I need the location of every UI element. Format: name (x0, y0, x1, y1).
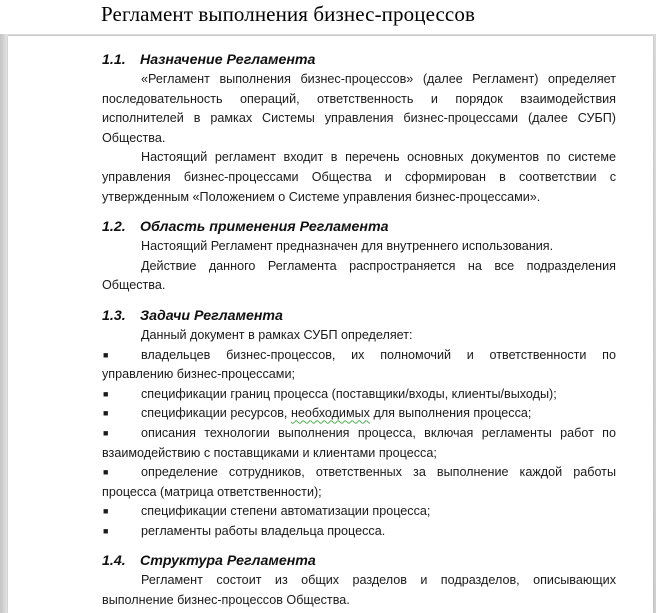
paragraph: Действие данного Регламента распространяется на все подразделения Общества. (102, 258, 616, 293)
section-structure (102, 551, 616, 610)
document-page (8, 36, 653, 613)
list-item (102, 404, 616, 424)
bullet-icon: ■ (103, 506, 109, 517)
section-heading (102, 551, 616, 571)
section-title: Область применения Регламента (140, 219, 389, 236)
section-heading (102, 306, 616, 326)
section-number: 1.1. (102, 52, 126, 68)
list-item (102, 346, 616, 385)
list-item-text: определение сотрудников, ответственных за выполнение каждой работы процесса (матрица ответственности); (102, 465, 616, 499)
paragraph: Данный документ в рамках СУБП определяет: (141, 327, 413, 342)
paragraph: Настоящий Регламент предназначен для внутреннего использования. (141, 239, 554, 254)
paragraph: «Регламент выполнения бизнес-процессов» (далее Регламент) определяет последовательность операций, ответственность и порядок взаимодействия исполнителей в рамках Системы управления бизнес-процессами (далее СУБП) Общества. (102, 72, 616, 145)
paragraph: Настоящий регламент входит в перечень основных документов по системе управления бизнес-процессами Общества и сформирован в соответствии с утвержденным «Положением о Системе управления бизнес-процессами». (102, 150, 616, 204)
paragraph: Регламент состоит из общих разделов и подразделов, описывающих выполнение бизнес-процессов Общества. (102, 573, 616, 608)
section-heading (102, 50, 616, 70)
bullet-icon: ■ (103, 427, 109, 438)
page-shadow (0, 34, 8, 613)
list-item-text: спецификации ресурсов, необходимых для выполнения процесса; (141, 406, 532, 421)
list-item-text: спецификации границ процесса (поставщики/входы, клиенты/выходы); (141, 386, 557, 401)
bullet-icon: ■ (103, 408, 109, 419)
section-heading (102, 217, 616, 237)
section-scope (102, 217, 616, 296)
list-item (102, 502, 616, 522)
spellcheck-underline[interactable]: необходимых (290, 406, 370, 421)
list-item (102, 385, 616, 405)
section-purpose (102, 50, 616, 207)
section-tasks (102, 306, 616, 542)
document-body (102, 50, 616, 611)
list-item-text: спецификации степени автоматизации процесса; (141, 504, 431, 519)
list-item (102, 522, 616, 542)
section-number: 1.3. (102, 307, 126, 324)
section-number: 1.2. (102, 219, 126, 236)
list-item-text: описания технологии выполнения процесса, включая регламенты работ по взаимодействию с поставщиками и клиентами процесса; (102, 425, 616, 460)
bullet-icon: ■ (103, 525, 109, 536)
section-title: Назначение Регламента (140, 52, 316, 68)
list-item-text: регламенты работы владельца процесса. (141, 523, 386, 538)
bullet-icon: ■ (103, 388, 109, 399)
list-item (102, 424, 616, 463)
section-number: 1.4. (102, 553, 126, 570)
section-title: Структура Регламента (140, 553, 316, 570)
section-title: Задачи Регламента (140, 307, 283, 324)
bullet-icon: ■ (103, 467, 109, 478)
list-item (102, 463, 616, 502)
bullet-icon: ■ (103, 349, 109, 360)
list-item-text: владельцев бизнес-процессов, их полномочий и ответственности по управлению бизнес-процессами; (102, 347, 616, 382)
slide-title: Регламент выполнения бизнес-процессов (101, 2, 475, 26)
